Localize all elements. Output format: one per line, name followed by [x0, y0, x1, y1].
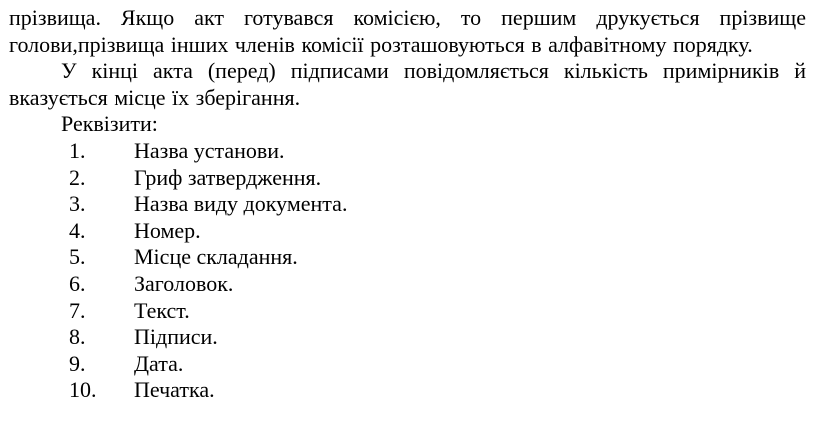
list-item-number: 1. [69, 137, 86, 163]
list-item [9, 324, 806, 351]
list-item-number: 7. [69, 297, 86, 323]
list-heading: Реквізити: [61, 111, 158, 137]
list-item [9, 218, 806, 245]
list-item [9, 298, 806, 325]
list-item-number: 6. [69, 270, 86, 296]
list-item-label: Заголовок. [134, 270, 234, 296]
list-item-number: 9. [69, 350, 86, 376]
list-item-label: Гриф затвердження. [134, 164, 322, 190]
list-item-label: Печатка. [134, 377, 215, 403]
list-item-label: Назва виду документа. [134, 191, 348, 217]
list-item-number: 2. [69, 164, 86, 190]
list-item-label: Текст. [134, 297, 190, 323]
list-item [9, 191, 806, 218]
numbered-list [9, 138, 806, 404]
list-item-label: Місце складання. [134, 244, 298, 270]
paragraph-act-ending: У кінці акта (перед) підписами повідомляється кількість примірників й вказується місце їх зберігання. [9, 58, 806, 110]
list-item [9, 351, 806, 378]
list-item-label: Дата. [134, 350, 184, 376]
list-item [9, 138, 806, 165]
list-item-number: 10. [69, 377, 97, 403]
list-item [9, 271, 806, 298]
list-item-label: Назва установи. [134, 137, 285, 163]
list-item [9, 377, 806, 404]
list-item [9, 244, 806, 271]
paragraph-continuation: прізвища. Якщо акт готувався комісією, то першим друкується прізвище голови,прізвища інших членів комісії розташовуються в алфавітному порядку. [9, 5, 806, 57]
list-item [9, 165, 806, 192]
list-item-number: 3. [69, 191, 86, 217]
list-item-number: 4. [69, 217, 86, 243]
list-item-number: 8. [69, 324, 86, 350]
list-item-label: Номер. [134, 217, 201, 243]
list-item-number: 5. [69, 244, 86, 270]
list-item-label: Підписи. [134, 324, 218, 350]
